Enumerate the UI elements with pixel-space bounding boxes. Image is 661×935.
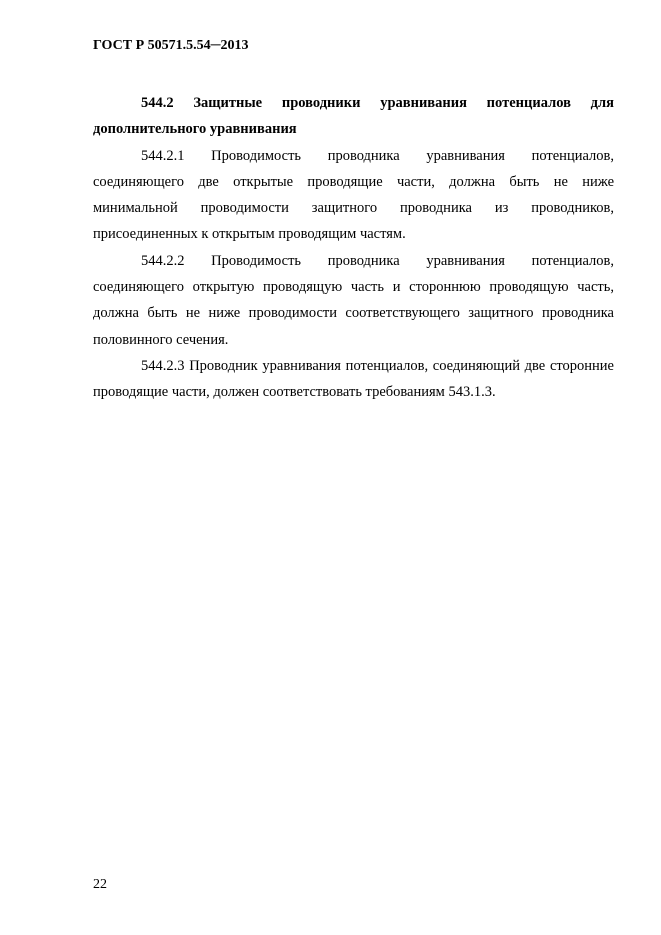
clause-544-2-1: 544.2.1 Проводимость проводника уравнивания потенциалов, соединяющего две открытые проводящие части, должна быть не ниже минимальной проводимости защитного проводника из проводников, присоединенных к открытым проводящим частям. [93,147,614,243]
document-header: ГОСТ Р 50571.5.54─2013 [93,38,249,53]
section-title: 544.2 Защитные проводники уравнивания потенциалов для дополнительного уравнивания [93,95,614,138]
page-number: 22 [93,877,107,892]
clause-544-2-3: 544.2.3 Проводник уравнивания потенциалов, соединяющий две сторонние проводящие части, должен соответствовать требованиям 543.1.3. [93,357,614,401]
document-body [93,90,614,406]
clause-544-2-2: 544.2.2 Проводимость проводника уравнивания потенциалов, соединяющего открытую проводящую часть и стороннюю проводящую часть, должна быть не ниже проводимости соответствующего защитного проводника половинного сечения. [93,252,614,348]
